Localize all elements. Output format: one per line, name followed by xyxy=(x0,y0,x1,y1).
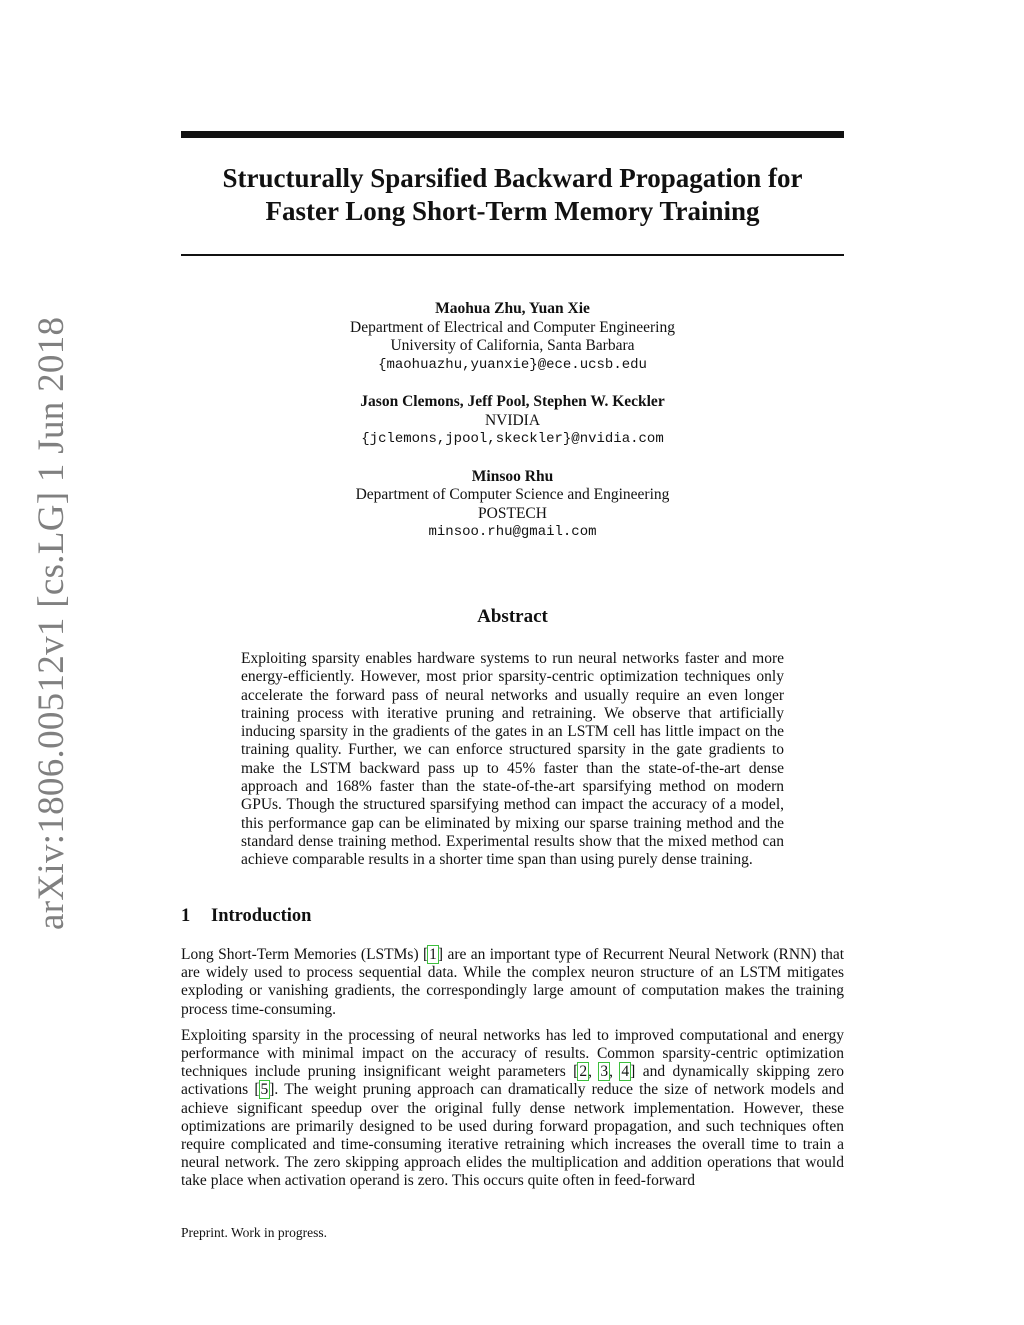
author-email: minsoo.rhu@gmail.com xyxy=(428,524,597,540)
title-line-2: Faster Long Short-Term Memory Training xyxy=(265,196,760,226)
author-block xyxy=(181,300,844,374)
section-title: Introduction xyxy=(211,906,312,926)
introduction-body xyxy=(181,946,844,1199)
footer-note: Preprint. Work in progress. xyxy=(181,1225,328,1240)
author-affiliation: NVIDIA xyxy=(484,411,541,429)
author-affiliation: Department of Computer Science and Engineering xyxy=(355,486,670,503)
author-block xyxy=(181,393,844,449)
citation-link[interactable]: 1 xyxy=(429,946,437,963)
author-affiliation: POSTECH xyxy=(478,504,547,522)
section-number: 1 xyxy=(181,906,191,926)
abstract-heading: Abstract xyxy=(477,606,548,627)
citation-link[interactable]: 2 xyxy=(579,1063,588,1081)
author-names: Maohua Zhu, Yuan Xie xyxy=(435,300,590,317)
section-heading xyxy=(181,906,311,927)
paragraph: Exploiting sparsity in the processing of neural networks has led to improved computational and energy performance with minimal impact on the accuracy of results. Common sparsity-centric optimization techniques include pruning insignificant weight parameters [2, 3, 4] and dynamically skipping zero activations [5]. The weight pruning approach can dramatically reduce the size of network models and achieve significant speedup over the original fully dense network implementation. However, these optimizations are primarily designed to be used during forward propagation, and such techniques often require complicated and time-consuming iterative retraining which increases the overall time to train a neural network. The zero skipping approach elides the multiplication and addition operations that would take place when activation operand is zero. This occurs quite often in feed-forward xyxy=(181,1026,844,1190)
author-list xyxy=(181,300,844,561)
paper-title xyxy=(181,162,844,228)
title-top-rule xyxy=(181,131,844,138)
author-email: {jclemons,jpool,skeckler}@nvidia.com xyxy=(361,431,664,447)
author-affiliation: Department of Electrical and Computer Engineering xyxy=(350,318,675,336)
abstract-text: Exploiting sparsity enables hardware systems to run neural networks faster and more energy-efficiently. However, most prior sparsity-centric optimization techniques only accelerate the forward pass of neural networks and usually require an even longer training process with iterative pruning and retraining. We observe that artificially inducing sparsity in the gradients of the gates in an LSTM cell has little impact on the training quality. Further, we can enforce structured sparsity in the gate gradients to make the LSTM backward pass up to 45% faster than the state-of-the-art dense approach and 168% faster than the state-of-the-art sparsifying method on modern GPUs. Though the structured sparsifying method can impact the accuracy of a model, this performance gap can be eliminated by mixing our sparse training method and the standard dense training method. Experimental results show that the mixed method can achieve comparable results in a shorter time span than using purely dense training. xyxy=(241,650,784,869)
author-block xyxy=(181,468,844,542)
paragraph: Long Short-Term Memories (LSTMs) [1] are an important type of Recurrent Neural Network (RNN) that are widely used to process sequential data. While the complex neuron structure of an LSTM mitigates exploding or vanishing gradients, the correspondingly large amount of computation makes the training process time-consuming. xyxy=(181,946,845,1018)
arxiv-identifier: arXiv:1806.00512v1 [cs.LG] 1 Jun 2018 xyxy=(31,316,72,930)
title-bottom-rule xyxy=(181,254,844,256)
author-affiliation: University of California, Santa Barbara xyxy=(390,337,635,354)
citation-link[interactable]: 4 xyxy=(621,1063,630,1081)
citation-link[interactable]: 3 xyxy=(600,1063,609,1081)
author-email: {maohuazhu,yuanxie}@ece.ucsb.edu xyxy=(378,356,647,373)
citation-link[interactable]: 5 xyxy=(260,1081,269,1099)
author-names: Jason Clemons, Jeff Pool, Stephen W. Keckler xyxy=(360,393,665,410)
title-line-1: Structurally Sparsified Backward Propagation for xyxy=(222,163,803,193)
author-names: Minsoo Rhu xyxy=(471,467,554,485)
